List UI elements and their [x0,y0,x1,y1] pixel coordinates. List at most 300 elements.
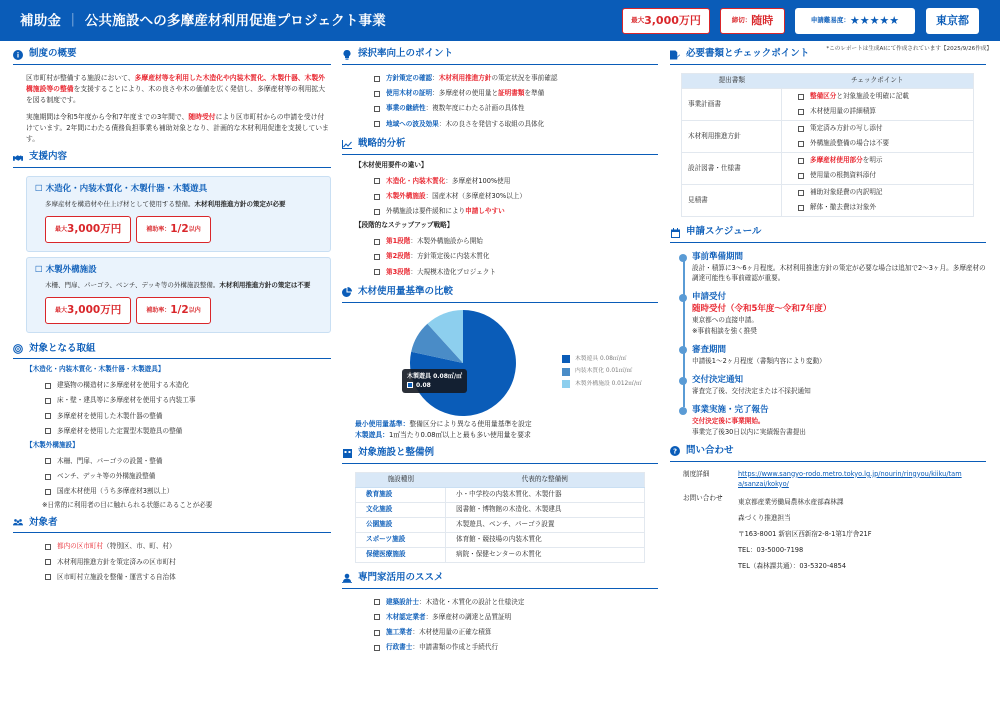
highlight-text: 第1段階 [386,237,411,246]
support-card [26,257,331,333]
item-text: ：多摩産材の調達と品質証明 [425,612,512,621]
cell: 公園施設 [356,517,446,532]
list-item [374,189,658,204]
item-key: 地域への波及効果 [386,119,439,128]
timeline-title: 審査期間 [692,344,727,355]
timeline-dot-icon [679,294,687,302]
timeline-dot-icon [679,254,687,262]
list-item [374,595,658,610]
checkbox-icon [45,428,51,434]
experts-list [342,595,658,656]
heading-text: 専門家活用のススメ [358,571,444,583]
item-text: 木材利用推進方針を策定済みの区市町村 [57,557,176,566]
value: 1/2 [170,222,189,235]
cell: 木材利用推進方針 [682,121,782,153]
list-item [45,469,331,484]
timeline-title: 交付決定通知 [692,375,744,386]
checkbox-icon [798,205,804,211]
sep: ： [425,104,433,113]
card-description [35,280,322,290]
item-text: 区市町村立施設を整備・運営する自治体 [57,572,176,581]
list-item [374,117,658,132]
caption-key: 木製遊具： [355,430,389,439]
cell [782,121,974,153]
contact-label: お問い合わせ [683,493,723,502]
document-edit-icon [670,50,680,60]
list-item [374,204,658,219]
item-text: 策定済み方針の写し添付 [810,123,883,132]
contact-line: 〒163-8001 新宿区西新宿2-8-1第1庁舎21F [738,529,872,538]
page-header [0,0,1000,41]
cell: 保健医療施設 [356,547,446,562]
item-text: 国産木材使用（うち多摩産材3割以上） [57,487,174,496]
value: 3,000万円 [67,222,122,235]
value: 3,000万円 [67,303,122,316]
list-item [45,570,331,585]
section-heading-overview [13,48,331,65]
column-header: 提出書類 [682,74,782,89]
section-heading-chart [342,286,658,303]
info-icon [13,50,23,60]
cell: 文化施設 [356,502,446,517]
sep: ： [438,119,446,128]
timeline-title: 申請受付 [692,292,727,303]
handshake-icon [13,153,23,163]
section-heading-contact [670,445,986,462]
highlight-text: 木製外構施設 [386,191,426,200]
checkbox-icon [45,489,51,495]
legend-swatch [562,355,570,363]
group-label: 【木製外構施設】 [26,440,79,449]
target-list-1 [13,378,331,439]
list-item [374,234,658,249]
max-amount-badge [45,297,131,324]
checkbox-icon [374,254,380,260]
checkbox-icon [374,269,380,275]
overview-paragraph-1 [13,73,331,106]
item-text: を準備 [524,89,545,98]
section-heading-strategy [342,138,658,155]
list-item [45,454,331,469]
tooltip-value: 0.08 [416,381,431,389]
legend-label: 木製遊具 0.08㎥/㎡ [575,355,627,362]
heading-text: 採択率向上のポイント [358,48,454,60]
timeline-text: 東京都への直接申請。 [692,316,758,325]
contact-info [670,470,986,575]
cell: 体育館・競技場の内装木質化 [446,532,645,547]
difficulty-badge [795,8,915,34]
item-key: 建築設計士 [386,597,419,606]
list-item [374,101,658,116]
highlight-text: 随時受付 [188,113,216,121]
highlight-text: 第2段階 [386,252,411,261]
item-text: 外構施設整備の場合は不要 [810,139,890,148]
list-item [374,265,658,280]
eligible-list [13,539,331,585]
timeline-dot-icon [679,346,687,354]
checkbox-icon [374,630,380,636]
caption-key: 最小使用量基準： [355,419,410,428]
checkbox-icon [798,109,804,115]
column-left [13,48,331,585]
checkbox-icon [45,398,51,404]
list-item [45,393,331,408]
legend-swatch [407,382,413,388]
item-text: ：申請書類の作成と手続代行 [412,643,499,652]
timeline-item [692,404,986,436]
max-amount-badge [45,216,131,243]
column-header: 代表的な整備例 [446,472,645,487]
strategy-list-2 [342,234,658,280]
badge-prefix: 最大 [631,16,645,25]
checkbox-icon [798,190,804,196]
highlight-text: 多摩産材使用部分 [810,155,863,164]
cell: 教育施設 [356,487,446,502]
pie-chart-icon [342,287,352,297]
page-title [20,11,386,31]
subsidy-rate-badge [136,216,210,243]
text: 実施期間は令和5年度から令和7年度までの3年間で、 [26,113,189,121]
highlight-text: 整備区分 [810,91,837,100]
section-heading-points [342,48,658,65]
prefix: 補助率： [146,226,171,234]
item-text: ：木製外構施設から開始 [410,237,483,246]
item-text: 木の良さを発信する取組の具体化 [445,119,545,128]
legend-label: 内装木質化 0.01㎥/㎡ [575,368,633,375]
pie-chart [342,309,658,419]
bold-text: 木材利用推進方針の策定が必要 [194,199,286,208]
legend-item[interactable] [562,378,642,391]
item-key: 方針策定の確認 [386,74,433,82]
checkbox-icon [45,559,51,565]
item-text: 木柵、門扉、パーゴラの設置・整備 [57,456,163,465]
heading-text: 対象施設と整備例 [358,446,435,458]
cell: 木製遊具、ベンチ、パーゴラ設置 [446,517,645,532]
text: 多摩産材を構造材や仕上げ材として使用する整備。 [45,199,195,208]
heading-text: 戦略的分析 [358,138,406,150]
cell: 設計図書・仕様書 [682,153,782,185]
prefix: 補助率： [146,307,171,315]
lightbulb-icon [342,50,352,60]
column-header: チェックポイント [782,74,974,89]
calendar-icon [670,228,680,238]
timeline-title: 事業実施・完了報告 [692,405,769,416]
heading-text: 支援内容 [29,151,68,163]
item-text: ：国産木材（多摩産材30%以上） [425,191,526,200]
checkbox-icon [374,645,380,651]
text: を支援することにより、木の良さや木の価値を広く発信し、多摩産材等の利用拡大を図る制度です。 [26,85,326,104]
cell [782,89,974,121]
question-icon [670,446,680,456]
timeline-highlight: 随時受付（令和5年度～令和7年度） [692,304,832,315]
checkbox-icon [374,91,380,97]
sep: ： [432,74,439,82]
prefix: 最大 [55,226,68,234]
contact-line: TEL：03-5000-7198 [738,546,804,555]
item-text: を明示 [862,155,883,164]
table-row [682,89,974,121]
sep: ： [432,89,439,98]
timeline-text: 設計・積算に3～6ヶ月程度。木材利用推進方針の策定が必要な場合は追加で2～3ヶ月。多摩産材の調達可能性も事前確認が重要。 [692,264,986,283]
cell [782,153,974,185]
item-key: 事業の継続性 [386,104,426,113]
person-icon [342,573,352,583]
facilities-table [355,472,645,563]
card-title: ☐ 木製外構施設 [35,265,97,276]
highlight-text: 第3段階 [386,267,411,276]
line-chart-icon [342,139,352,149]
highlight-text: 申請しやすい [465,207,505,216]
region-badge [926,8,979,34]
legend-swatch [562,368,570,376]
timeline-item [692,344,986,366]
item-key: 木材認定業者 [386,612,426,621]
legend-item[interactable] [562,353,642,366]
legend-item[interactable] [562,365,642,378]
list-item [374,640,658,655]
item-text: 多摩産材を使用した定置型木製遊具の整備 [57,426,183,435]
item-text: 建築物の構造材に多摩産材を使用する木造化 [57,381,189,390]
section-heading-experts [342,572,658,589]
item-text: ベンチ、デッキ等の外構施設整備 [57,472,156,481]
item-text: ：大規模木造化プロジェクト [410,267,496,276]
checkbox-icon [374,239,380,245]
svg-text:?: ? [672,447,678,456]
timeline-text: 審査完了後、交付決定または不採択通知 [692,387,811,396]
strategy-list-1 [342,174,658,220]
timeline-text: 申請後1～2ヶ月程度（書類内容により変動） [692,356,826,365]
card-description [35,199,322,209]
group-label: 【木造化・内装木質化・木製什器・木製遊具】 [26,365,165,374]
timeline-dot-icon [679,377,687,385]
highlight-text: 木造化・内装木質化 [386,176,446,185]
users-icon [13,518,23,528]
item-text: と対象施設を明確に記載 [836,91,909,100]
checkbox-icon [374,194,380,200]
item-text: 解体・撤去費は対象外 [810,203,876,212]
cell: 事業計画書 [682,89,782,121]
contact-label: 制度詳細 [683,469,710,478]
documents-table [681,73,974,217]
points-list [342,71,658,132]
list-item [374,610,658,625]
table-row [356,502,645,517]
pie-chart-svg [396,307,536,419]
suffix: 以内 [188,307,201,315]
table-row [682,185,974,217]
cell: スポーツ施設 [356,532,446,547]
section-heading-targets [13,342,331,359]
section-heading-eligible [13,516,331,533]
timeline-highlight: 交付決定後に事業開始。 [692,417,765,426]
prefix: 最大 [55,307,68,315]
section-heading-facilities [342,447,658,464]
subsidy-rate-badge [136,297,210,324]
timeline-title: 事前準備期間 [692,252,744,262]
checkbox-icon [798,126,804,132]
list-item [45,484,331,499]
cell: 図書館・博物館の木造化、木製建具 [446,502,645,517]
heading-text: 申請スケジュール [686,226,762,238]
list-item [374,86,658,101]
badge-value: 東京都 [936,13,969,27]
highlight-text: 証明書類 [498,89,525,98]
checkbox-icon [45,544,51,550]
checkbox-icon [374,209,380,215]
text: により区市町村からの申請を受け付けています。2年間にわたる債務負担事業も補助対象となり、計画的な木材利用促進を支援しています。 [26,113,329,143]
title-separator: ｜ [66,13,80,29]
heading-text: 対象者 [29,516,58,528]
checkbox-icon [45,574,51,580]
item-text: 補助対象経費の内訳明記 [810,187,883,196]
list-item [45,539,331,554]
item-text: ：木造化・木質化の設計と仕様決定 [418,597,525,606]
cell [782,185,974,217]
program-details-link[interactable]: https://www.sangyo-rodo.metro.tokyo.lg.jp/nourin/ringyou/kiiku/tama/sanzai/kokyo/ [738,469,962,488]
list-item [45,378,331,393]
cell: 病院・保健センターの木質化 [446,547,645,562]
item-text: 床・壁・建具等に多摩産材を使用する内装工事 [57,396,196,405]
checkbox-icon [374,178,380,184]
contact-line: 東京都産業労働局農林水産部森林課 [738,497,844,506]
item-text: 外構施設は要件緩和により [386,207,466,216]
support-card [26,176,331,252]
list-item [45,409,331,424]
text: 木柵、門扉、パーゴラ、ベンチ、デッキ等の外構施設整備。 [45,280,220,289]
title-text: 公共施設への多摩産材利用促進プロジェクト事業 [84,13,386,29]
section-heading-documents [670,48,986,65]
chart-tooltip [402,369,467,393]
list-item [45,555,331,570]
highlight-text: 多摩産材等を利用した木造化や内装木質化、木製什器、木製外構施設等の整備 [26,74,325,93]
cell: 小・中学校の内装木質化、木製什器 [446,487,645,502]
bold-text: 木材利用推進方針の策定は不要 [219,280,311,289]
table-row [356,547,645,562]
ai-generated-note: *このレポートは生成AIにて作成されています【2025/9/26作成】 [826,46,992,52]
heading-text: 木材使用量基準の比較 [358,286,454,298]
column-right [670,48,986,579]
legend-label: 木製外構施設 0.012㎥/㎡ [575,380,642,387]
table-row [682,153,974,185]
tooltip-title: 木製遊具 0.08㎥/㎡ [407,372,463,380]
timeline-text: ※事前相談を強く推奨 [692,326,757,335]
heading-text: 必要書類とチェックポイント [686,48,810,60]
checkbox-icon [374,599,380,605]
item-text: の策定状況を事前確認 [491,74,558,82]
column-middle [342,48,658,655]
building-icon [342,448,352,458]
contact-line: TEL（森林課共通）：03-5320-4854 [738,562,847,571]
checkbox-icon [374,614,380,620]
item-key: 行政書士 [386,643,413,652]
badge-value: 3,000万円 [644,13,701,27]
cell: 見積書 [682,185,782,217]
timeline-dot-icon [679,407,687,415]
highlight-text: 木材利用推進方針 [438,74,492,82]
table-row [356,517,645,532]
schedule-timeline [670,251,986,437]
target-icon [13,344,23,354]
caption-text: 1㎡当たり0.08㎥以上と最も多い使用量を要求 [388,430,531,439]
item-text: （特別区、市、町、村） [103,542,176,551]
badge-value: 随時 [751,13,774,27]
target-list-2 [13,454,331,500]
heading-text: 対象となる取組 [29,342,96,354]
table-row [682,121,974,153]
checkbox-icon [798,173,804,179]
table-row [356,487,645,502]
column-header: 施設種別 [356,472,446,487]
list-item [374,71,658,86]
checkbox-icon [45,474,51,480]
timeline-text: 事業完了後30日以内に実績報告書提出 [692,427,806,436]
category-label: 補助金 [20,13,62,29]
checkbox-icon [798,141,804,147]
table-row [356,532,645,547]
checkbox-icon [45,413,51,419]
star-rating: ★★★★★ [849,13,900,27]
list-item [374,249,658,264]
highlight-text: 都内の区市町村 [57,542,104,551]
max-amount-badge [622,8,710,34]
group-label: 【段階的なステップアップ戦略】 [355,221,454,230]
chart-caption [342,419,658,441]
item-text: 多摩産材の使用量と [438,89,499,98]
item-text: ：多摩産材100%使用 [445,176,511,185]
list-item [45,424,331,439]
timeline-item [692,291,986,335]
heading-text: 問い合わせ [686,445,734,457]
heading-text: 制度の概要 [29,48,77,60]
checkbox-icon [798,158,804,164]
value: 1/2 [170,303,189,316]
item-key: 使用木材の証明 [386,89,433,98]
checkbox-icon [798,94,804,100]
item-text: ：木材使用量の正確な積算 [412,627,492,636]
timeline-item [692,374,986,396]
item-text: ：方針策定後に内装木質化 [410,252,490,261]
contact-line: 森づくり推進担当 [738,513,791,522]
checkbox-icon [374,121,380,127]
item-text: 多摩産材を使用した木製什器の整備 [57,411,163,420]
group-label: 【木材使用要件の違い】 [355,160,428,169]
footnote: ※日常的に利用者の目に触れられる状態にあることが必要 [42,501,213,510]
checkbox-icon [45,383,51,389]
checkbox-icon [374,106,380,112]
chart-legend [562,353,642,391]
overview-paragraph-2 [13,112,331,145]
checkbox-icon [374,76,380,82]
item-text: 使用量の根拠資料添付 [810,171,876,180]
deadline-badge [720,8,785,34]
list-item [374,174,658,189]
suffix: 以内 [188,226,201,234]
badge-label: 申請難易度： [810,16,850,25]
badge-prefix: 締切： [731,16,752,25]
section-heading-support [13,151,331,168]
item-text: 複数年度にわたる計画の具体性 [432,104,525,113]
section-heading-schedule [670,226,986,243]
legend-swatch [562,380,570,388]
card-title: ☐ 木造化・内装木質化・木製什器・木製遊具 [35,184,208,194]
text: 区市町村が整備する施設において、 [26,74,135,82]
item-key: 施工業者 [386,627,413,636]
checkbox-icon [45,458,51,464]
list-item [374,625,658,640]
timeline-item [692,251,986,283]
caption-text: 整備区分により異なる使用量基準を設定 [409,419,532,428]
item-text: 木材使用量の詳細積算 [810,107,876,116]
